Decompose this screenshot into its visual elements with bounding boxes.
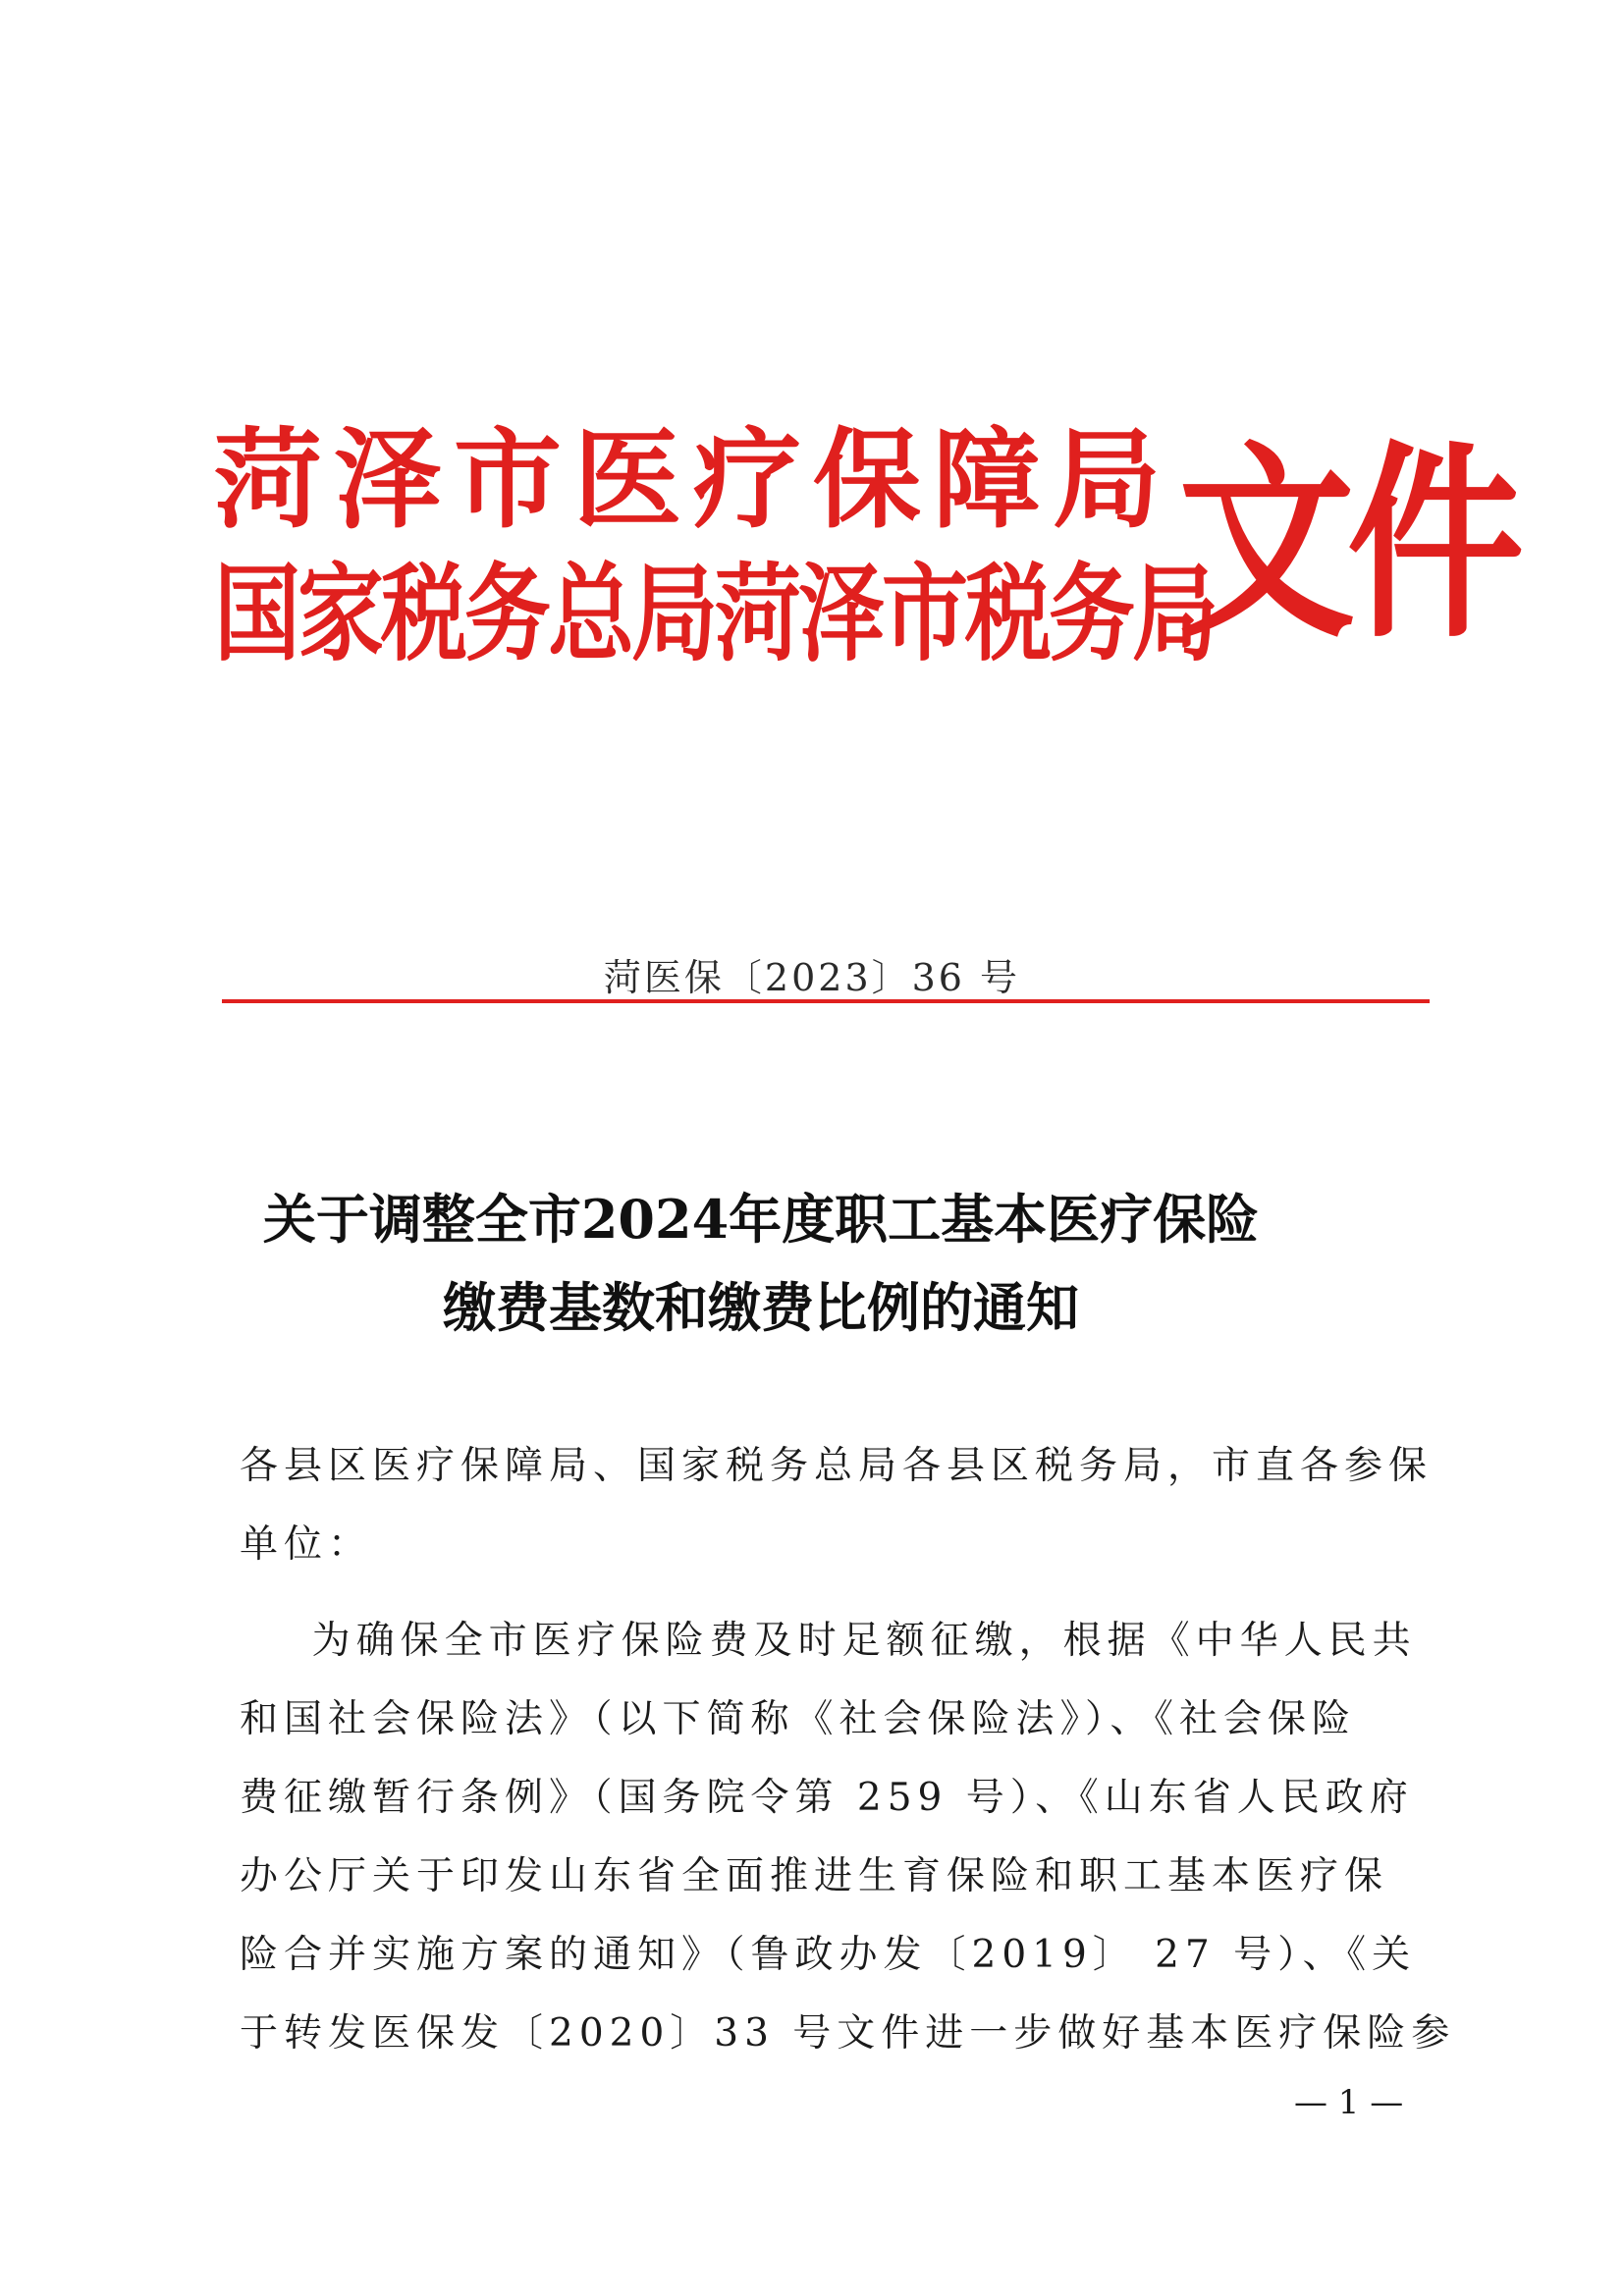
body-paragraph-line: 办公厅关于印发山东省全面推进生育保险和职工基本医疗保 — [240, 1854, 1389, 1898]
document-type-label: 文件 — [1178, 424, 1517, 667]
issuing-org-line-1: 菏泽市医疗保障局 — [214, 417, 1172, 543]
body-paragraph-line: 险合并实施方案的通知》（鲁政办发〔2019〕 27 号）、《关 — [240, 1933, 1417, 1977]
page-number: — 1 — — [1294, 2083, 1404, 2122]
issuing-org-line-2: 国家税务总局菏泽市税务局 — [214, 552, 1217, 675]
document-title-line-1: 关于调整全市2024年度职工基本医疗保险 — [262, 1188, 1260, 1251]
red-divider — [222, 999, 1430, 1003]
addressee-line-2: 单位： — [240, 1522, 373, 1567]
body-paragraph-line: 费征缴暂行条例》（国务院令第 259 号）、《山东省人民政府 — [240, 1776, 1414, 1820]
body-paragraph-line: 为确保全市医疗保险费及时足额征缴，根据《中华人民共 — [240, 1619, 1417, 1663]
body-paragraph-line: 和国社会保险法》（以下简称《社会保险法》）、《社会保险 — [240, 1697, 1357, 1741]
body-paragraph-line: 于转发医保发〔2020〕33 号文件进一步做好基本医疗保险参 — [240, 2011, 1456, 2056]
document-title-line-2: 缴费基数和缴费比例的通知 — [443, 1276, 1079, 1339]
document-number: 菏医保〔2023〕36 号 — [603, 956, 1021, 999]
addressee-line-1: 各县区医疗保障局、国家税务总局各县区税务局，市直各参保 — [240, 1444, 1434, 1488]
